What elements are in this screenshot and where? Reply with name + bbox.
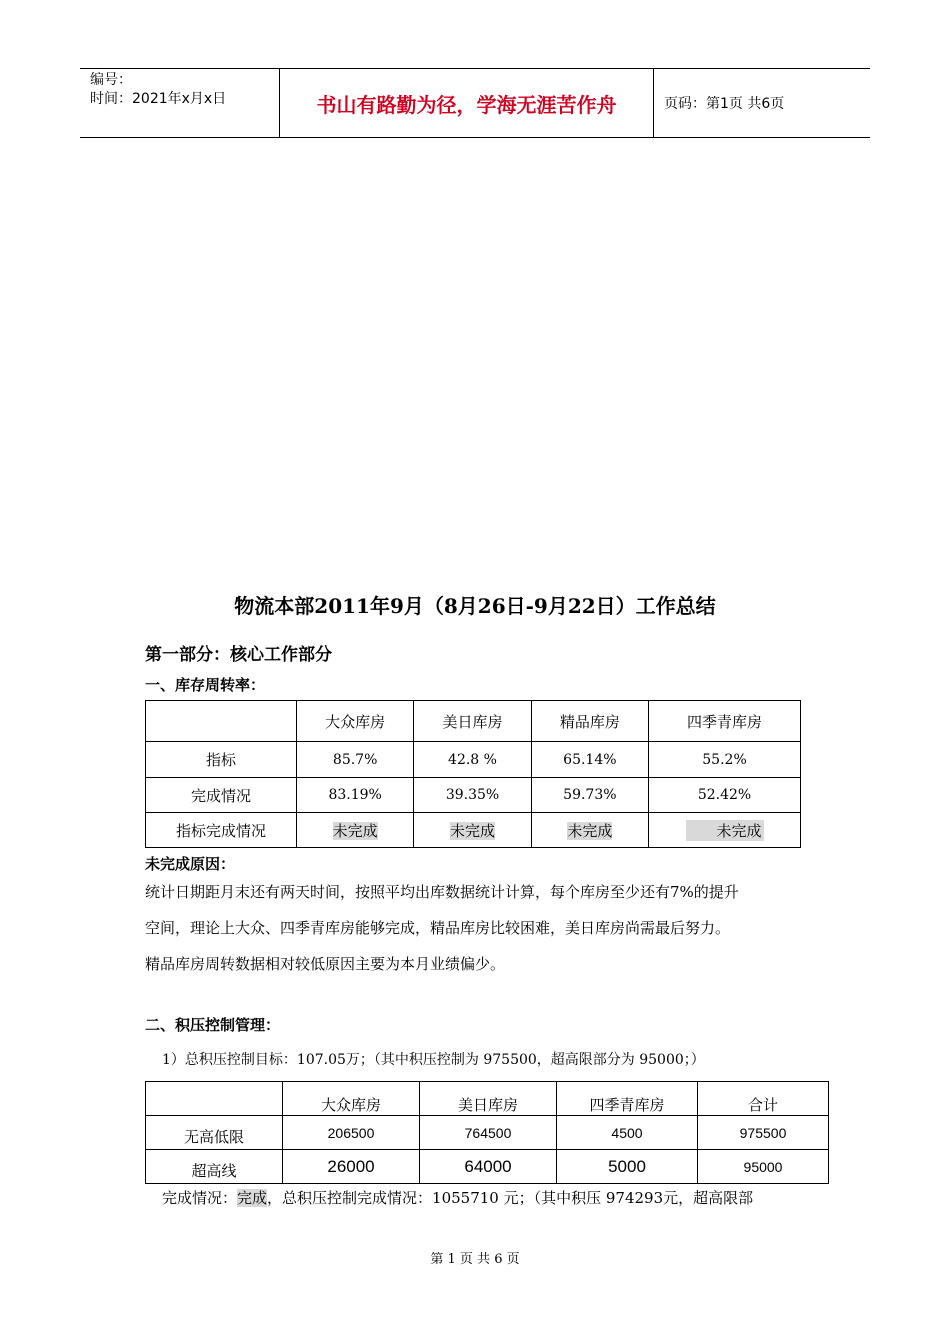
table-row-label: 无高低限	[146, 1116, 283, 1150]
section2-heading: 二、积压控制管理：	[145, 1016, 281, 1034]
table-header-cell: 四季青库房	[557, 1082, 698, 1116]
table-cell: 5000	[557, 1150, 698, 1184]
table-header-cell: 美日库房	[414, 701, 531, 742]
table-cell: 4500	[557, 1116, 698, 1150]
reason-paragraph	[145, 874, 815, 982]
table-cell: 42.8 %	[414, 742, 531, 778]
table-cell: 975500	[698, 1116, 829, 1150]
table-cell: 26000	[283, 1150, 420, 1184]
reason-heading: 未完成原因：	[145, 855, 236, 873]
table-row	[146, 742, 801, 778]
backlog-table	[145, 1081, 829, 1184]
table-cell: 95000	[698, 1150, 829, 1184]
reason-line: 精品库房周转数据相对较低原因主要为本月业绩偏少。	[145, 955, 506, 973]
table-cell	[531, 813, 648, 848]
table-header-cell: 四季青库房	[649, 701, 801, 742]
page-footer: 第 1 页 共 6 页	[430, 1252, 520, 1267]
table-cell	[297, 813, 414, 848]
table-row	[146, 778, 801, 813]
table-header-cell: 大众库房	[297, 701, 414, 742]
status-badge: 未完成	[567, 821, 613, 840]
header-motto: 书山有路勤为径，学海无涯苦作舟	[280, 69, 654, 137]
table-header-cell: 合计	[698, 1082, 829, 1116]
document-title: 物流本部2011年9月（8月26日-9月22日）工作总结	[234, 594, 716, 618]
reason-line: 空间，理论上大众、四季青库房能够完成，精品库房比较困难，美日库房尚需最后努力。	[145, 919, 731, 937]
header-number: 编号：	[90, 72, 132, 88]
status-badge: 未完成	[450, 821, 496, 840]
table-row	[146, 701, 801, 742]
completion-text: ，总积压控制完成情况：1055710 元；（其中积压 974293元，超高限部	[267, 1189, 754, 1207]
header-time: 时间：2021年x月x日	[90, 91, 227, 107]
table-cell: 55.2%	[649, 742, 801, 778]
status-badge: 未完成	[686, 820, 764, 841]
header-left-cell	[80, 69, 280, 137]
table-header-cell: 美日库房	[420, 1082, 557, 1116]
table-row	[146, 1150, 829, 1184]
completion-line	[162, 1187, 753, 1208]
backlog-target-line: 1）总积压控制目标：107.05万；（其中积压控制为 975500，超高限部分为 95000；）	[162, 1052, 705, 1068]
status-badge: 完成	[237, 1189, 268, 1207]
table-cell: 206500	[283, 1116, 420, 1150]
table-row	[146, 1116, 829, 1150]
inventory-turnover-table	[145, 700, 801, 848]
table-row	[146, 1082, 829, 1116]
table-cell: 59.73%	[531, 778, 648, 813]
table-cell	[649, 813, 801, 848]
section1-heading: 一、库存周转率：	[145, 676, 266, 694]
table-row-label: 超高线	[146, 1150, 283, 1184]
status-badge: 未完成	[332, 821, 378, 840]
table-cell: 39.35%	[414, 778, 531, 813]
table-cell	[414, 813, 531, 848]
table-cell: 85.7%	[297, 742, 414, 778]
part-heading: 第一部分：核心工作部分	[145, 645, 332, 665]
table-row	[146, 813, 801, 848]
table-cell: 52.42%	[649, 778, 801, 813]
document-header	[80, 68, 870, 138]
table-cell: 83.19%	[297, 778, 414, 813]
completion-prefix: 完成情况：	[162, 1189, 238, 1207]
table-row-label: 完成情况	[146, 778, 297, 813]
reason-line: 统计日期距月末还有两天时间，按照平均出库数据统计计算，每个库房至少还有7%的提升	[145, 883, 739, 901]
table-cell: 764500	[420, 1116, 557, 1150]
table-cell	[146, 701, 297, 742]
table-cell: 64000	[420, 1150, 557, 1184]
table-cell: 65.14%	[531, 742, 648, 778]
table-header-cell: 大众库房	[283, 1082, 420, 1116]
table-header-cell: 精品库房	[531, 701, 648, 742]
header-page-info: 页码：第1页 共6页	[664, 96, 785, 112]
table-cell	[146, 1082, 283, 1116]
table-row-label: 指标完成情况	[146, 813, 297, 848]
table-row-label: 指标	[146, 742, 297, 778]
